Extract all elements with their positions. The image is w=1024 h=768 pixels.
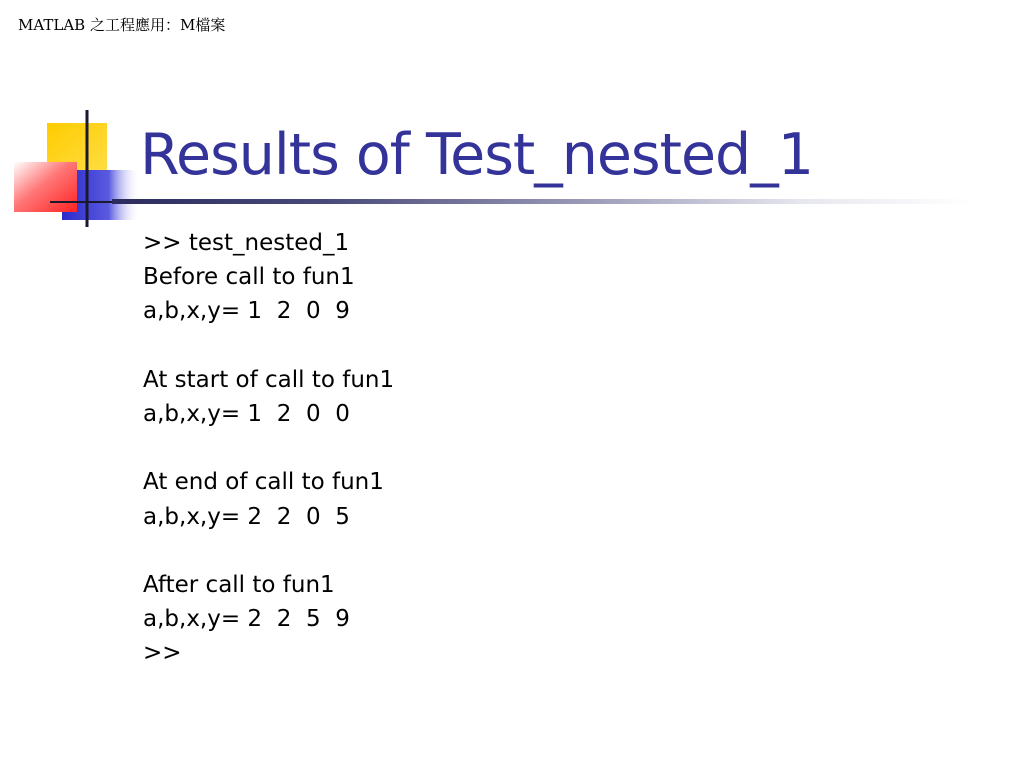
console-output bbox=[143, 226, 394, 670]
header-text: MATLAB 之工程應用：M檔案 bbox=[18, 16, 226, 34]
deco-red-square bbox=[14, 162, 77, 212]
output-line: >> bbox=[143, 640, 182, 667]
output-line: After call to fun1 bbox=[143, 571, 335, 598]
output-line: >> test_nested_1 bbox=[143, 230, 350, 256]
output-line: a,b,x,y= 2 2 5 9 bbox=[143, 606, 350, 633]
decorative-squares bbox=[0, 100, 160, 240]
output-line: a,b,x,y= 2 2 0 5 bbox=[143, 503, 350, 530]
slide-title: Results of Test_nested_1 bbox=[140, 122, 813, 188]
output-line: At start of call to fun1 bbox=[143, 366, 395, 393]
output-line bbox=[143, 329, 394, 363]
output-line: a,b,x,y= 1 2 0 0 bbox=[143, 400, 350, 427]
output-line: a,b,x,y= 1 2 0 9 bbox=[143, 298, 350, 325]
output-line: At end of call to fun1 bbox=[143, 469, 384, 496]
title-underline bbox=[112, 199, 972, 204]
output-line bbox=[143, 431, 394, 465]
output-line: Before call to fun1 bbox=[143, 264, 355, 291]
output-line bbox=[143, 534, 394, 568]
